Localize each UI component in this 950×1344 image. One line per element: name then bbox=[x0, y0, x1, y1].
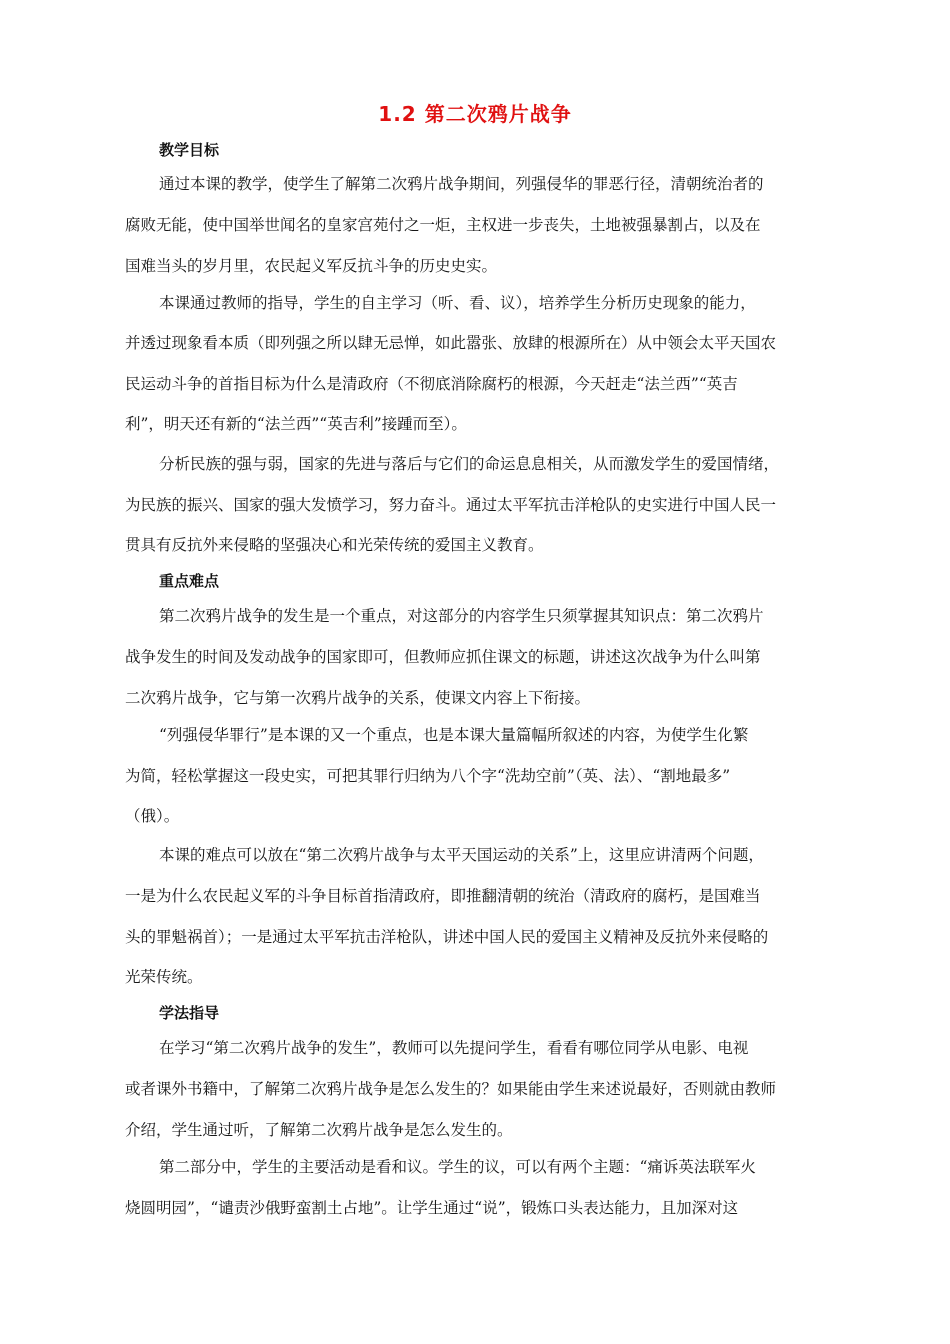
paragraph-line: 在学习“第二次鸦片战争的发生”，教师可以先提问学生，看看有哪位同学从电影、电视 bbox=[159, 1039, 749, 1057]
paragraph-line: 战争发生的时间及发动战争的国家即可，但教师应抓住课文的标题，讲述这次战争为什么叫第 bbox=[125, 648, 761, 666]
section-heading-objectives: 教学目标 bbox=[159, 141, 220, 159]
paragraph-line: 本课通过教师的指导，学生的自主学习（听、看、议），培养学生分析历史现象的能力， bbox=[159, 294, 756, 312]
page-title: 1.2 第二次鸦片战争 bbox=[378, 102, 572, 126]
paragraph-line: 烧圆明园”，“谴责沙俄野蛮割土占地”。让学生通过“说”，锻炼口头表达能力，且加深对这 bbox=[125, 1199, 739, 1217]
paragraph-line: 利”，明天还有新的“法兰西”“英吉利”接踵而至）。 bbox=[125, 415, 467, 433]
paragraph-line: 民运动斗争的首指目标为什么是清政府（不彻底消除腐朽的根源，今天赶走“法兰西”“英吉 bbox=[125, 375, 738, 393]
paragraph-line: 第二次鸦片战争的发生是一个重点，对这部分的内容学生只须掌握其知识点：第二次鸦片 bbox=[159, 607, 764, 625]
paragraph-line: 通过本课的教学，使学生了解第二次鸦片战争期间，列强侵华的罪恶行径，清朝统治者的 bbox=[159, 175, 764, 193]
paragraph-line: 第二部分中，学生的主要活动是看和议。学生的议，可以有两个主题：“痛诉英法联军火 bbox=[159, 1158, 756, 1176]
paragraph-line: 并透过现象看本质（即列强之所以肆无忌惮，如此嚣张、放肆的根源所在）从中领会太平天国农 bbox=[125, 334, 777, 352]
paragraph-line: （俄）。 bbox=[125, 807, 180, 825]
paragraph-line: 介绍，学生通过听，了解第二次鸦片战争是怎么发生的。 bbox=[125, 1121, 513, 1139]
paragraph-line: 为简，轻松掌握这一段史实，可把其罪行归纳为八个字“洗劫空前”（英、法）、“割地最多” bbox=[125, 767, 731, 785]
paragraph-line: 贯具有反抗外来侵略的坚强决心和光荣传统的爱国主义教育。 bbox=[125, 536, 544, 554]
paragraph-line: “列强侵华罪行”是本课的又一个重点，也是本课大量篇幅所叙述的内容，为使学生化繁 bbox=[159, 726, 749, 744]
paragraph-line: 头的罪魁祸首）；一是通过太平军抗击洋枪队，讲述中国人民的爱国主义精神及反抗外来侵略的 bbox=[125, 928, 769, 946]
paragraph-line: 本课的难点可以放在“第二次鸦片战争与太平天国运动的关系”上，这里应讲清两个问题， bbox=[159, 846, 764, 864]
paragraph-line: 为民族的振兴、国家的强大发愤学习，努力奋斗。通过太平军抗击洋枪队的史实进行中国人民一 bbox=[125, 496, 777, 514]
paragraph-line: 分析民族的强与弱，国家的先进与落后与它们的命运息息相关，从而激发学生的爱国情绪， bbox=[159, 455, 780, 473]
paragraph-line: 腐败无能，使中国举世闻名的皇家宫苑付之一炬，主权进一步丧失，土地被强暴割占，以及在 bbox=[125, 216, 761, 234]
paragraph-line: 国难当头的岁月里，农民起义军反抗斗争的历史史实。 bbox=[125, 257, 498, 275]
section-heading-study-methods: 学法指导 bbox=[159, 1004, 220, 1022]
paragraph-line: 光荣传统。 bbox=[125, 968, 203, 986]
paragraph-line: 一是为什么农民起义军的斗争目标首指清政府，即推翻清朝的统治（清政府的腐朽，是国难当 bbox=[125, 887, 761, 905]
section-heading-key-points: 重点难点 bbox=[159, 572, 220, 590]
paragraph-line: 二次鸦片战争，它与第一次鸦片战争的关系，使课文内容上下衔接。 bbox=[125, 689, 591, 707]
paragraph-line: 或者课外书籍中，了解第二次鸦片战争是怎么发生的？如果能由学生来述说最好，否则就由教师 bbox=[125, 1080, 777, 1098]
